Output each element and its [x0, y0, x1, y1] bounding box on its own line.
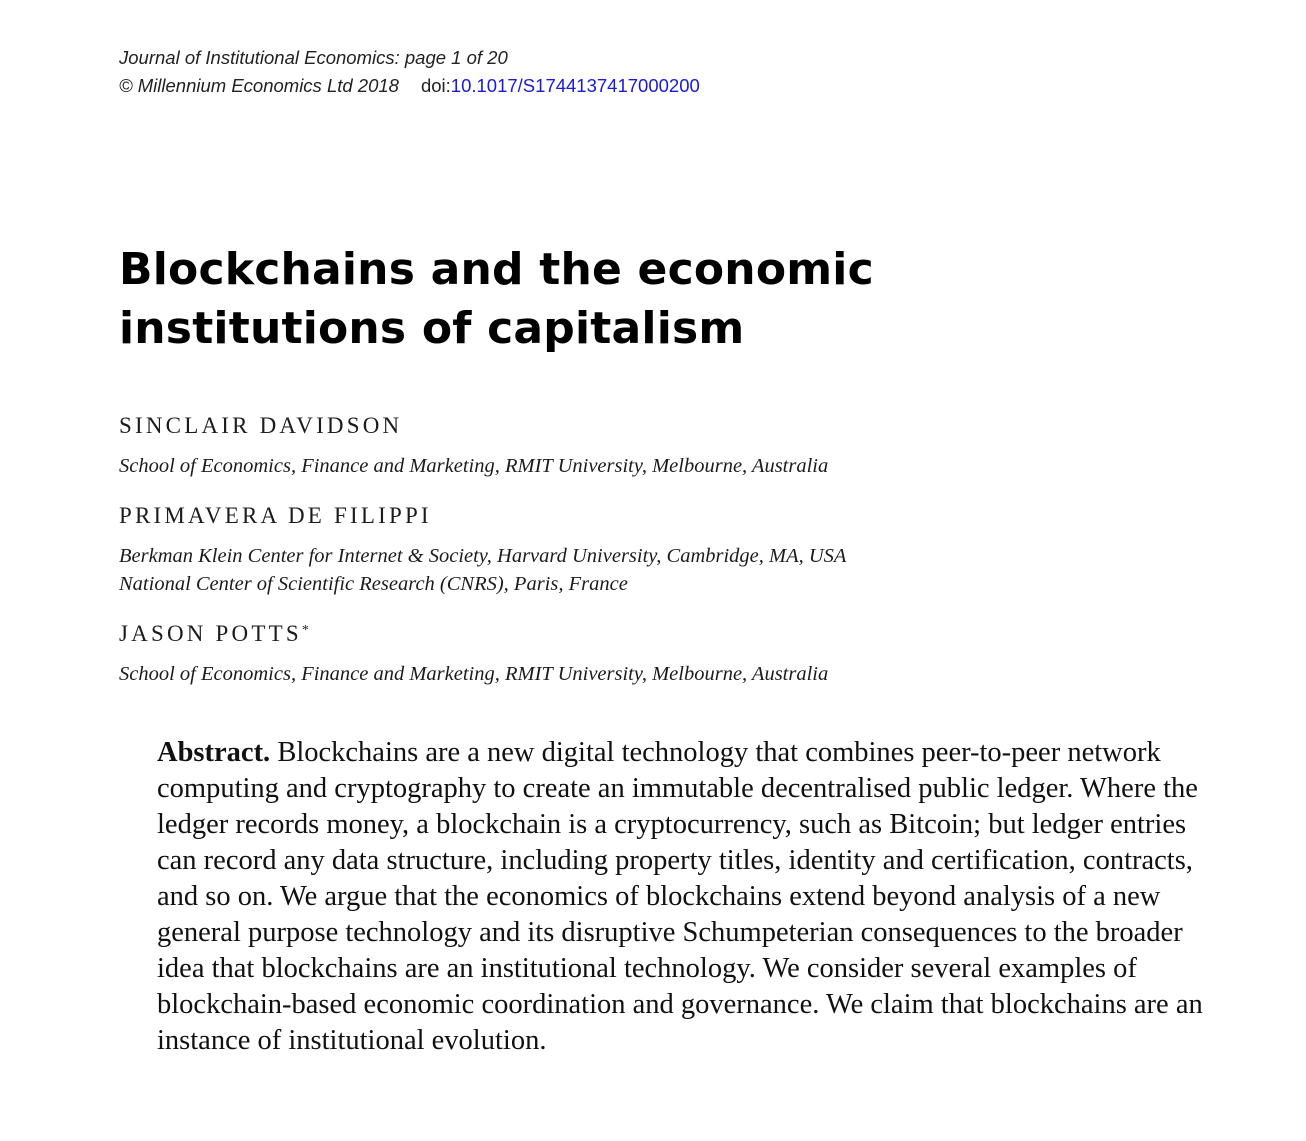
author-name — [119, 500, 846, 532]
author-block — [119, 618, 846, 688]
paper-title-line-2: institutions of capitalism — [119, 303, 745, 354]
author-name-text: SINCLAIR DAVIDSON — [119, 413, 403, 438]
author-block — [119, 500, 846, 598]
author-name-text: JASON POTTS — [119, 621, 302, 646]
abstract — [157, 735, 1217, 1059]
author-affiliation: School of Economics, Finance and Marketing, RMIT University, Melbourne, Australia — [119, 663, 829, 685]
author-affiliation: School of Economics, Finance and Marketing, RMIT University, Melbourne, Australia — [119, 455, 829, 477]
paper-title — [119, 240, 874, 358]
author-list — [119, 410, 846, 708]
abstract-label: Abstract. — [157, 737, 271, 768]
copyright-notice: © Millennium Economics Ltd 2018 — [119, 75, 399, 96]
author-block — [119, 410, 846, 480]
doi-prefix: doi: — [420, 75, 451, 96]
abstract-text: Blockchains are a new digital technology that combines peer-to-peer network computing and cryptography to create an immutable decentralised public ledger. Where the ledger records money, a blockchain is a cryptocurrency, such as Bitcoin; but ledger entries can record any data structure, including property titles, identity and certification, contracts, and so on. We argue that the economics of blockchains extend beyond analysis of a new general purpose technology and its disruptive Schumpeterian consequences to the broader idea that blockchains are an institutional technology. We consider several examples of blockchain-based economic coordination and governance. We claim that blockchains are an instance of institutional evolution. — [157, 737, 1203, 1056]
author-name — [119, 410, 846, 442]
paper-title-line-1: Blockchains and the economic — [119, 244, 874, 295]
copyright-doi-line — [119, 72, 700, 100]
author-name — [119, 618, 846, 650]
journal-header — [119, 44, 700, 100]
doi-link[interactable]: 10.1017/S1744137417000200 — [450, 75, 700, 96]
journal-citation-line: Journal of Institutional Economics: page 1 of 20 — [119, 47, 508, 68]
author-footnote-marker: * — [301, 623, 309, 638]
author-affiliation: National Center of Scientific Research (CNRS), Paris, France — [119, 573, 628, 595]
author-affiliation: Berkman Klein Center for Internet & Society, Harvard University, Cambridge, MA, USA — [119, 545, 847, 567]
author-name-text: PRIMAVERA DE FILIPPI — [119, 503, 432, 528]
doi-wrapper — [421, 72, 700, 100]
